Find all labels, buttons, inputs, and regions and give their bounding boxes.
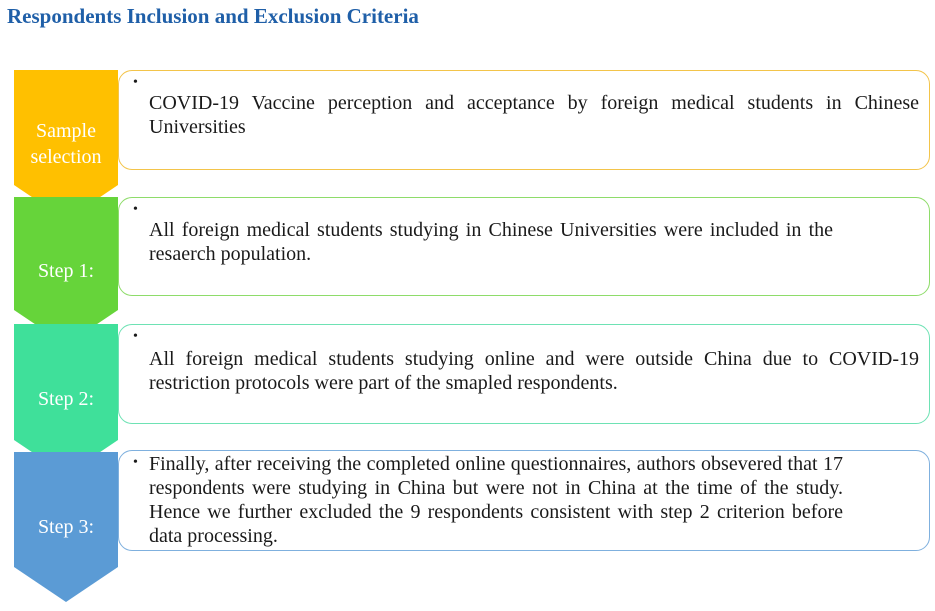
- card-text: COVID-19 Vaccine perception and acceptance by foreign medical students in Chinese Universities: [149, 92, 919, 138]
- card-step-1: [118, 197, 930, 296]
- chevron-label-line: Step 3:: [37, 516, 95, 538]
- chevron-label-step-2: [16, 386, 116, 412]
- card-text: All foreign medical students studying online and were outside China due to COVID-19 restriction protocols were part of the smapled respondents.: [149, 348, 919, 394]
- bullet-icon: •: [133, 455, 138, 470]
- chevron-label-sample-selection: [16, 118, 116, 170]
- chevron-label-step-3: [16, 514, 116, 540]
- card-step-3: [118, 450, 930, 551]
- chevron-label-line: Step 2:: [37, 388, 95, 410]
- bullet-icon: •: [133, 202, 138, 217]
- card-text: All foreign medical students studying in Chinese Universities were included in the resaerch population.: [149, 219, 833, 265]
- chevron-label-line: selection: [30, 146, 102, 168]
- bullet-icon: •: [133, 75, 138, 90]
- chevron-label-step-1: [16, 258, 116, 284]
- card-sample-selection: [118, 70, 930, 170]
- chevron-label-line: Sample: [36, 120, 96, 142]
- bullet-icon: •: [133, 329, 138, 344]
- card-text: Finally, after receiving the completed online questionnaires, authors obsevered that 17 respondents were studying in China but were not in China at the time of the study. Hence we further excluded the 9 respondents consistent with step 2 criterion before data processing.: [149, 453, 843, 547]
- card-step-2: [118, 324, 930, 424]
- diagram-title: Respondents Inclusion and Exclusion Criteria: [7, 4, 419, 28]
- chevron-label-line: Step 1:: [37, 260, 95, 282]
